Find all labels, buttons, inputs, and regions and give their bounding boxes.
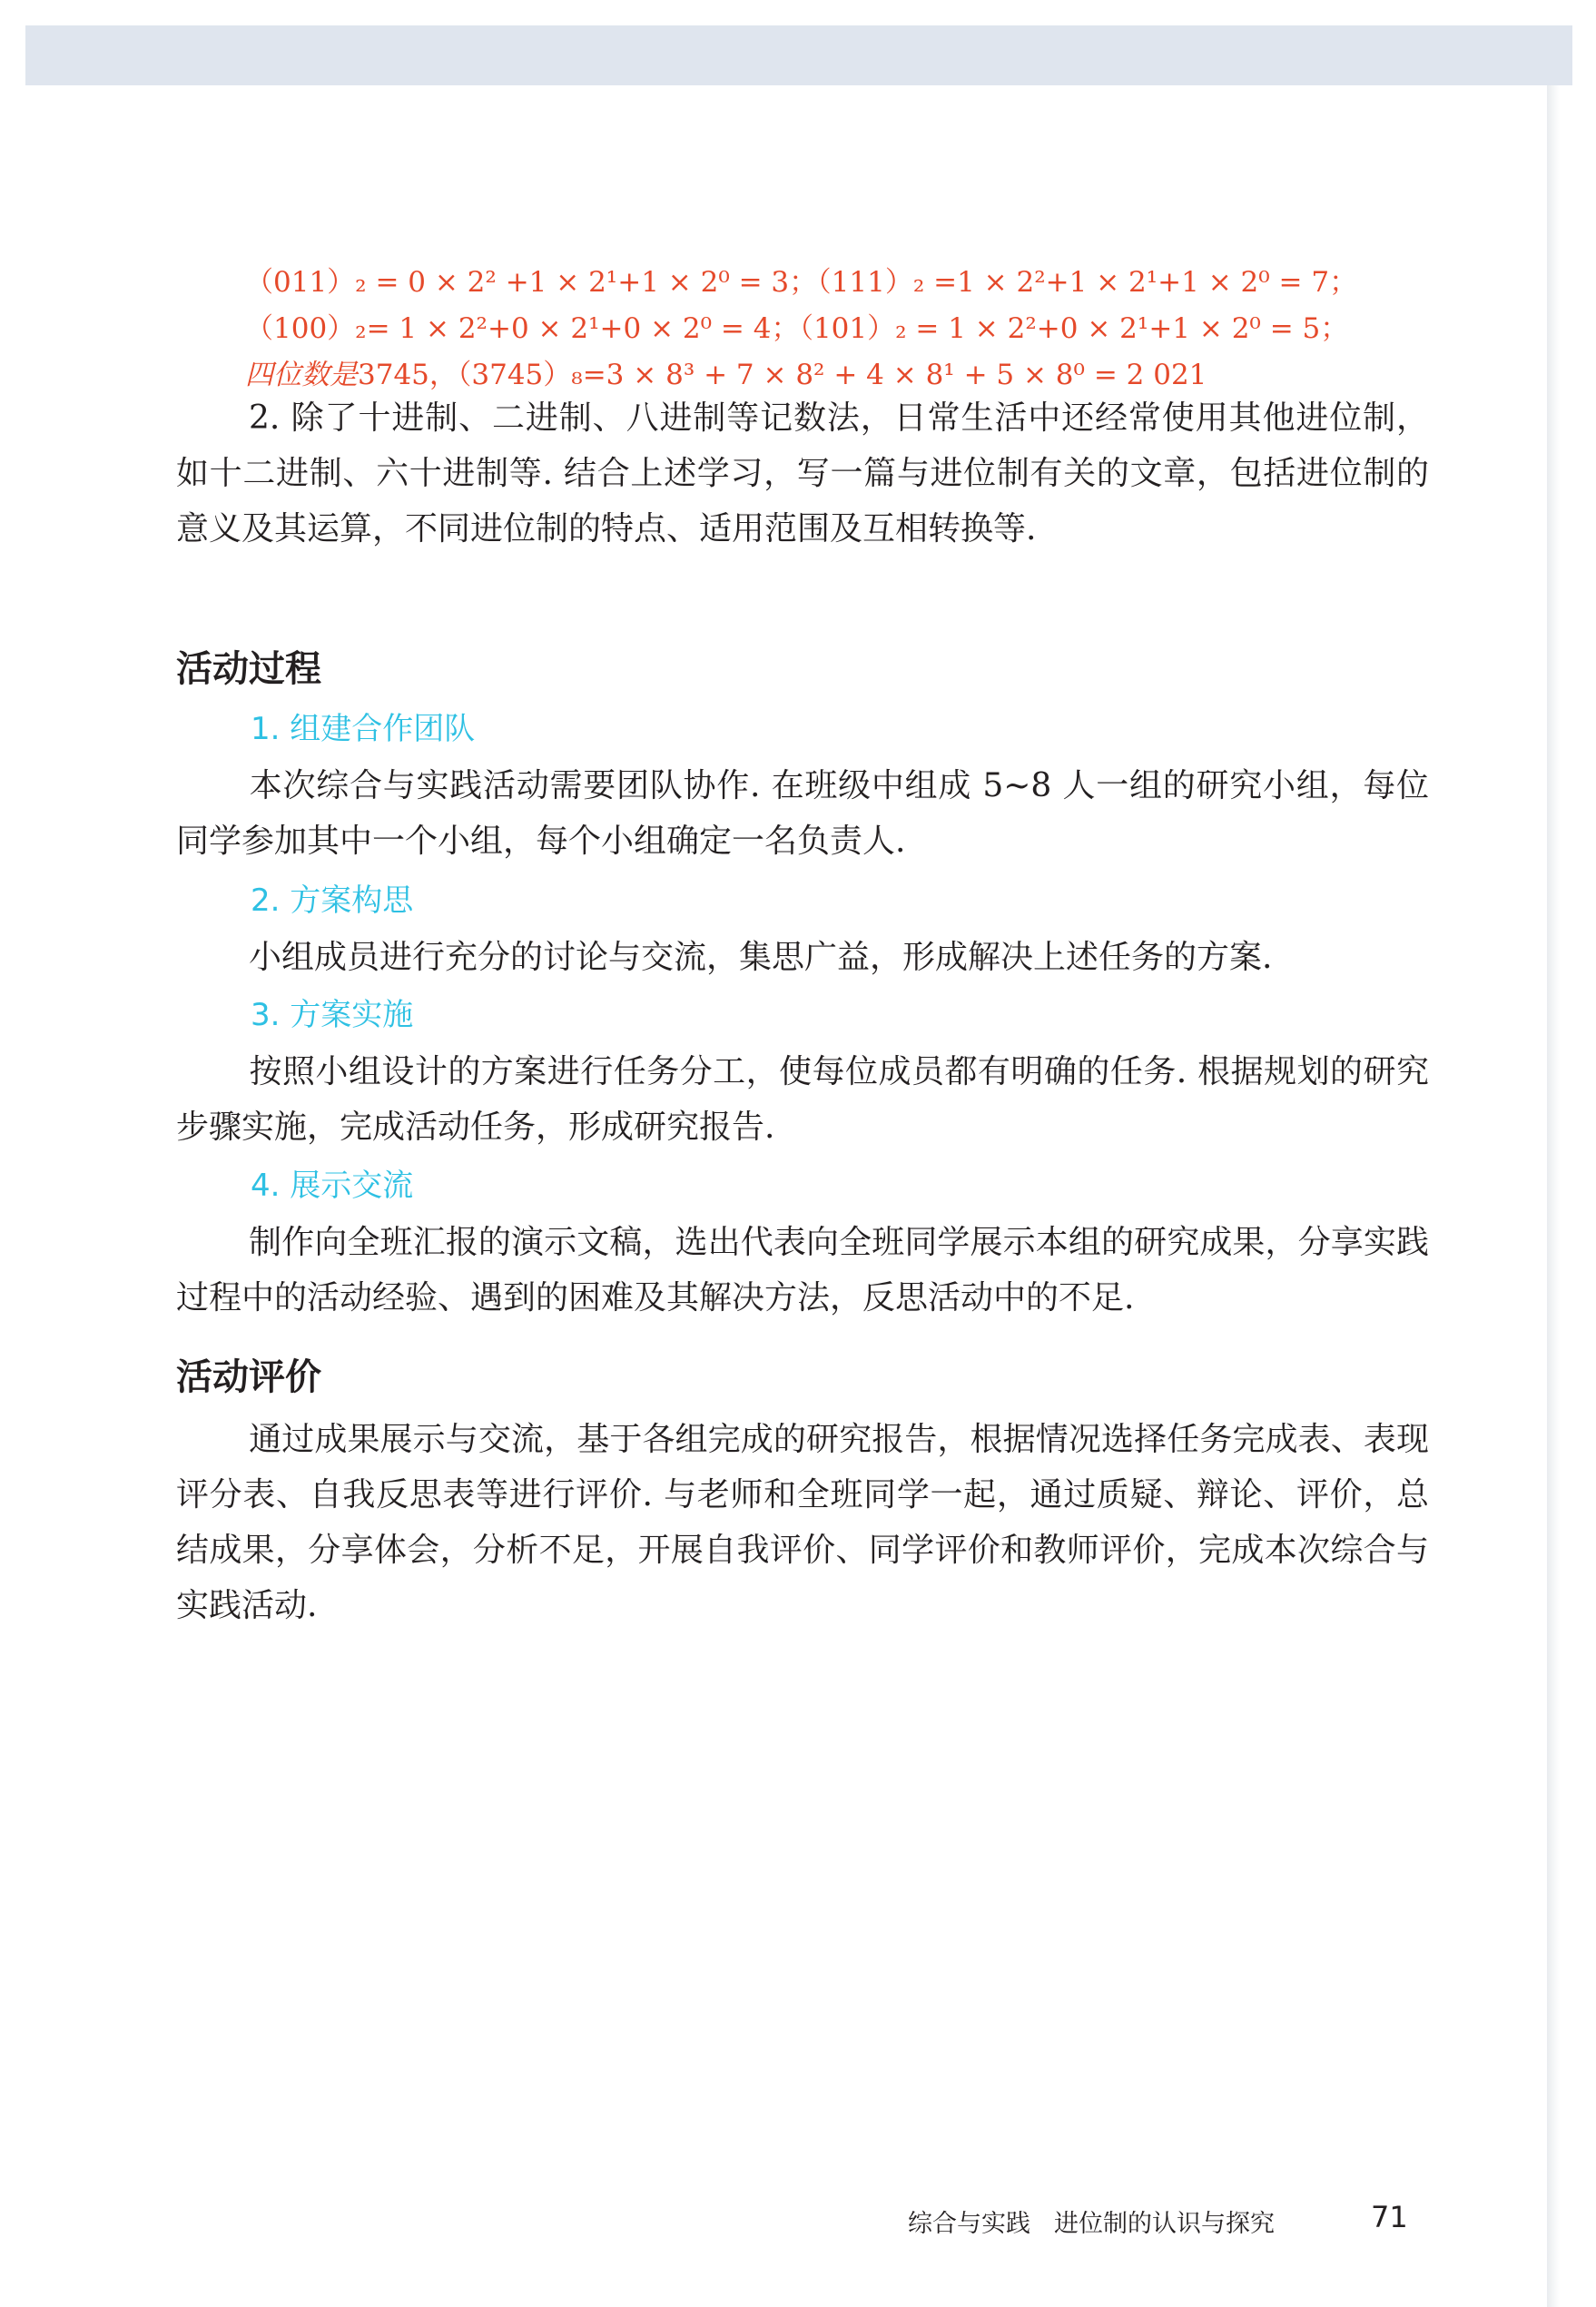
task-2-text: 2. 除了十进制、二进制、八进制等记数法，日常生活中还经常使用其他进位制，如十二进制、六十进制等. 结合上述学习，写一篇与进位制有关的文章，包括进位制的意义及其运算，不同进位制的特点、适用范围及互相转换等.	[176, 399, 1429, 547]
step-4-text: 制作向全班汇报的演示文稿，选出代表向全班同学展示本组的研究成果，分享实践过程中的活动经验、遇到的困难及其解决方法，反思活动中的不足.	[176, 1224, 1429, 1316]
step-1-paragraph	[176, 758, 1429, 869]
footer-section: 综合与实践	[908, 2210, 1030, 2238]
step-2-label: 2. 方案构思	[251, 882, 414, 919]
evaluation-paragraph	[176, 1412, 1429, 1633]
footer-topic: 进位制的认识与探究	[1054, 2210, 1275, 2238]
step-3-text: 按照小组设计的方案进行任务分工，使每位成员都有明确的任务. 根据规划的研究步骤实施，完成活动任务，形成研究报告.	[176, 1053, 1429, 1146]
step-1-label: 1. 组建合作团队	[251, 711, 476, 747]
answer-line-1: （011）₂ = 0 × 2² +1 × 2¹+1 × 2⁰ = 3；（111）₂ =1 × 2²+1 × 2¹+1 × 2⁰ = 7；	[245, 266, 1358, 299]
step-2-paragraph	[176, 930, 1429, 985]
section-heading-evaluation: 活动评价	[176, 1356, 321, 1398]
task-2-paragraph	[176, 390, 1429, 557]
step-4-label: 4. 展示交流	[251, 1168, 414, 1204]
evaluation-text: 通过成果展示与交流，基于各组完成的研究报告，根据情况选择任务完成表、表现评分表、自我反思表等进行评价. 与老师和全班同学一起，通过质疑、辩论、评价，总结成果，分享体会，分析不足，开展自我评价、同学评价和教师评价，完成本次综合与实践活动.	[176, 1421, 1429, 1624]
section-heading-process: 活动过程	[176, 648, 321, 690]
scan-top-band	[25, 25, 1572, 85]
step-2-text: 小组成员进行充分的讨论与交流，集思广益，形成解决上述任务的方案.	[249, 939, 1273, 976]
step-4-paragraph	[176, 1215, 1429, 1326]
page-number: 71	[1371, 2200, 1408, 2234]
step-3-label: 3. 方案实施	[251, 997, 414, 1033]
running-footer	[908, 2203, 1275, 2239]
answer-line-2: （100）₂= 1 × 2²+0 × 2¹+0 × 2⁰ = 4；（101）₂ = 1 × 2²+0 × 2¹+1 × 2⁰ = 5；	[245, 312, 1349, 345]
step-1-text: 本次综合与实践活动需要团队协作. 在班级中组成 5~8 人一组的研究小组，每位同学参加其中一个小组，每个小组确定一名负责人.	[176, 767, 1429, 860]
step-3-paragraph	[176, 1044, 1429, 1155]
page-edge-shadow	[1547, 85, 1560, 2307]
answer-line-3-rest: 3745，（3745）₈=3 × 8³ + 7 × 8² + 4 × 8¹ + 5 × 8⁰ = 2 021	[358, 359, 1207, 391]
answer-line-3	[245, 351, 1207, 392]
handwritten-prefix: 四位数是	[245, 359, 358, 391]
